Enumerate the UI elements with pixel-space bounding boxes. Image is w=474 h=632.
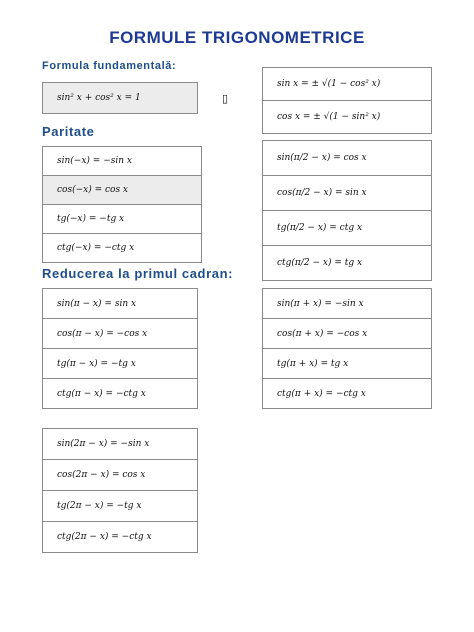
- two-pi-row: tg(2π − x) = −tg x: [43, 491, 198, 522]
- pi-minus-table: [42, 288, 198, 409]
- two-pi-table: [42, 428, 198, 553]
- half-pi-row: tg(π/2 − x) = ctg x: [263, 211, 432, 246]
- pi-minus-row: sin(π − x) = sin x: [43, 289, 198, 319]
- pi-plus-row: tg(π + x) = tg x: [263, 349, 432, 379]
- heading-fundamental: Formula fundamentală:: [42, 60, 177, 72]
- half-pi-row: sin(π/2 − x) = cos x: [263, 141, 432, 176]
- half-pi-row: ctg(π/2 − x) = tg x: [263, 246, 432, 281]
- two-pi-row: cos(2π − x) = cos x: [43, 460, 198, 491]
- paritate-row: sin(−x) = −sin x: [43, 147, 202, 176]
- fundamental-formula: sin² x + cos² x = 1: [42, 82, 198, 114]
- two-pi-row: sin(2π − x) = −sin x: [43, 429, 198, 460]
- missing-glyph: ▯: [222, 92, 229, 105]
- pi-plus-row: ctg(π + x) = −ctg x: [263, 379, 432, 409]
- paritate-table: [42, 146, 202, 263]
- pi-minus-row: ctg(π − x) = −ctg x: [43, 379, 198, 409]
- page-title: FORMULE TRIGONOMETRICE: [109, 28, 365, 47]
- heading-paritate: Paritate: [42, 124, 95, 139]
- half-pi-row: cos(π/2 − x) = sin x: [263, 176, 432, 211]
- half-pi-table: [262, 140, 432, 281]
- pi-plus-table: [262, 288, 432, 409]
- heading-reducere: Reducerea la primul cadran:: [42, 266, 234, 281]
- sqrt-table: [262, 67, 432, 134]
- pi-minus-row: tg(π − x) = −tg x: [43, 349, 198, 379]
- paritate-row: ctg(−x) = −ctg x: [43, 234, 202, 263]
- sqrt-row: cos x = ± √(1 − sin² x): [263, 101, 432, 134]
- paritate-row: cos(−x) = cos x: [43, 176, 202, 205]
- pi-plus-row: sin(π + x) = −sin x: [263, 289, 432, 319]
- sqrt-row: sin x = ± √(1 − cos² x): [263, 68, 432, 101]
- two-pi-row: ctg(2π − x) = −ctg x: [43, 522, 198, 553]
- paritate-row: tg(−x) = −tg x: [43, 205, 202, 234]
- pi-plus-row: cos(π + x) = −cos x: [263, 319, 432, 349]
- pi-minus-row: cos(π − x) = −cos x: [43, 319, 198, 349]
